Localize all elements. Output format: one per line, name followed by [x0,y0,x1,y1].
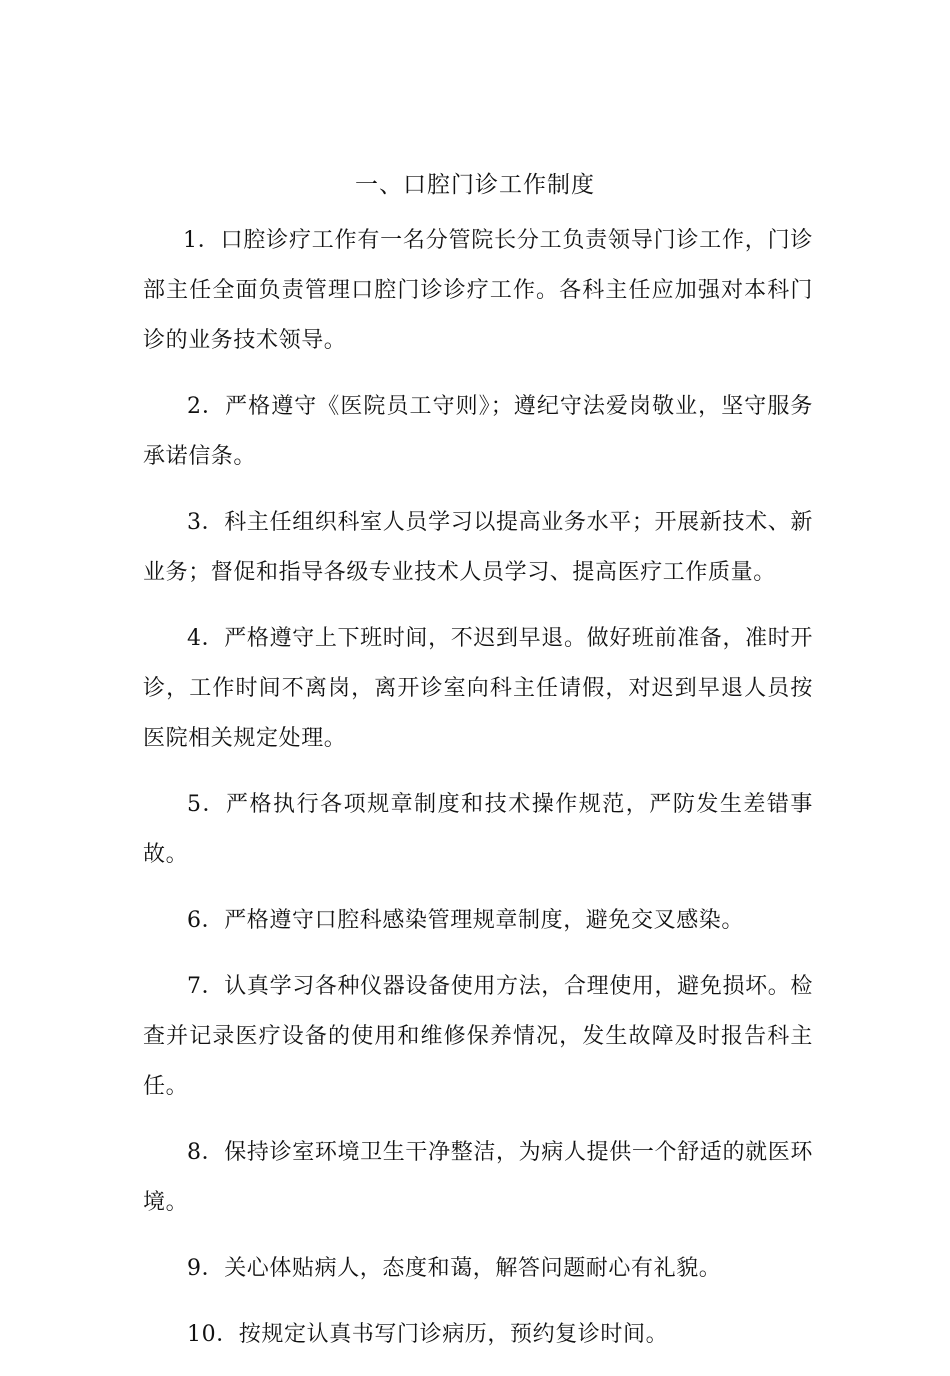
paragraph-1: 1．口腔诊疗工作有一名分管院长分工负责领导门诊工作，门诊部主任全面负责管理口腔门诊诊疗工作。各科主任应加强对本科门诊的业务技术领导。 [143,228,813,353]
paragraph-3: 3．科主任组织科室人员学习以提高业务水平；开展新技术、新业务；督促和指导各级专业技术人员学习、提高医疗工作质量。 [143,510,813,585]
document-body [143,216,813,1376]
paragraph-5: 5．严格执行各项规章制度和技术操作规范，严防发生差错事故。 [143,792,813,867]
paragraph-4: 4．严格遵守上下班时间，不迟到早退。做好班前准备，准时开诊，工作时间不离岗，离开诊室向科主任请假，对迟到早退人员按医院相关规定处理。 [143,626,813,751]
paragraph-9: 9．关心体贴病人，态度和蔼，解答问题耐心有礼貌。 [187,1256,722,1281]
paragraph-7: 7．认真学习各种仪器设备使用方法，合理使用，避免损坏。检查并记录医疗设备的使用和维修保养情况，发生故障及时报告科主任。 [143,974,813,1099]
paragraph-10: 10．按规定认真书写门诊病历，预约复诊时间。 [187,1322,669,1347]
paragraph-8: 8．保持诊室环境卫生干净整洁，为病人提供一个舒适的就医环境。 [143,1140,813,1215]
paragraph-6: 6．严格遵守口腔科感染管理规章制度，避免交叉感染。 [187,908,744,933]
document-title: 一、口腔门诊工作制度 [355,172,595,198]
paragraph-2: 2．严格遵守《医院员工守则》；遵纪守法爱岗敬业，坚守服务承诺信条。 [143,394,813,469]
